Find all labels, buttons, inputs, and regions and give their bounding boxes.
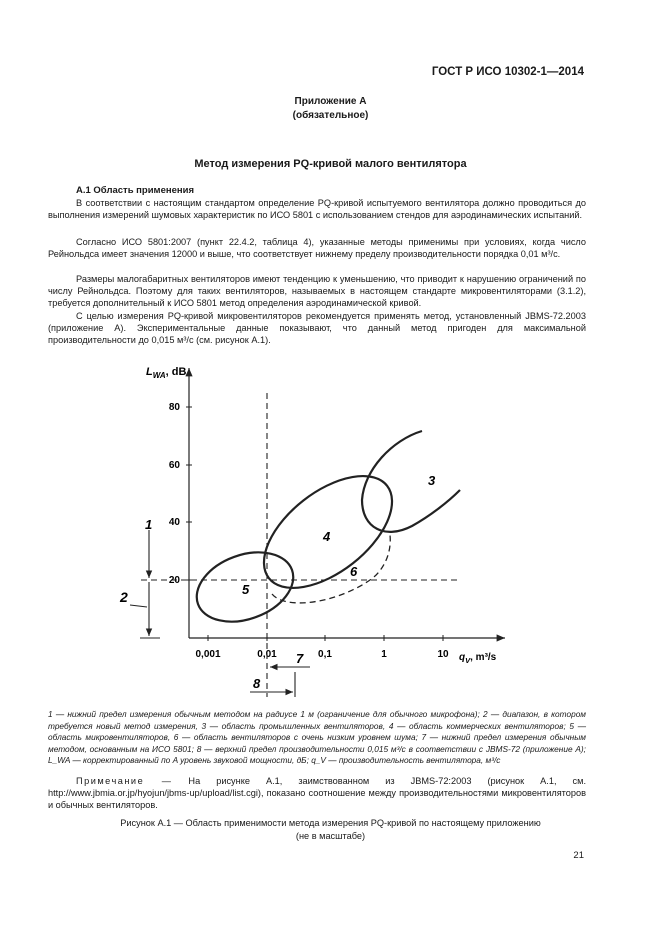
appendix-title: Приложение А: [294, 96, 367, 107]
callout-1-label: 1: [145, 517, 153, 532]
region-5-label: 5: [242, 582, 250, 597]
paragraph-1: [48, 198, 586, 222]
note-label: Примечание —: [76, 776, 173, 786]
figure-legend: 1 — нижний предел измерения обычным методом на радиусе 1 м (ограничение для обычного микрофона); 2 — диапазон, в котором требуется новый метод измерения, 3 — область промышленных вентиляторов, 4 — область коммерческих вентиляторов; 5 — область микровентиляторов, 6 — область вентиляторов с очень низким уровнем шума; 7 — нижний предел измерения обычным методом, основанным на ИСО 5801; 8 — верхний предел производительности 0,015 м³/с в соответствии с JBMS-72 (приложение А); L_WA — корректированный по A уровень звуковой мощности, дБ; q_V — производительность вентилятора, м³/с: [48, 709, 586, 766]
figure-caption-scale: (не в масштабе): [295, 831, 366, 841]
region-3-label: 3: [428, 473, 436, 488]
paragraph-2-text: Согласно ИСО 5801:2007 (пункт 22.4.2, таблица 4), указанные методы применимы при условиях, когда число Рейнольдса имеет значения 12000 и выше, что соответствует нижнему пределу производительности порядка 0,01 м³/с.: [48, 237, 586, 259]
paragraph-4-text: С целью измерения PQ-кривой микровентиляторов рекомендуется применять метод, установленный JBMS-72.2003 (приложение А). Экспериментальные данные показывают, что данный метод пригоден для максимальной производительности до 0,015 м³/с (см. рисунок А.1).: [48, 311, 586, 345]
y-tick-20: 20: [168, 575, 180, 586]
paragraph-1-text: В соответствии с настоящим стандартом определение PQ-кривой испытуемого вентилятора должно проводиться до выполнения измерений шумовых характеристик по ИСО 5801 с использованием стендов для аэродинамических испытаний.: [48, 198, 586, 220]
note-text: На рисунке А.1, заимствованном из JBMS-72:2003 (рисунок А.1, см. http://www.jbmia.or.jp/hyojun/jbms-up/upload/list.cgi), показано соотношение между производительностями микровентиляторов и обычных вентиляторов.: [48, 776, 586, 810]
x-tick-001: 0,01: [257, 649, 277, 660]
figure-a1: [0, 355, 661, 705]
paragraph-3: [48, 274, 586, 309]
paragraph-2: [48, 237, 586, 261]
y-axis-label: $L_{WA}$, dB: [146, 366, 187, 380]
x-tick-01: 0,1: [318, 649, 332, 660]
x-axis-label: $q_V$, m³/s: [459, 652, 497, 665]
x-tick-1: 1: [381, 649, 387, 660]
region-6-label: 6: [350, 564, 358, 579]
callout-2-leader: [130, 605, 147, 607]
section-heading: А.1 Область применения: [76, 185, 195, 196]
figure-caption: Рисунок А.1 — Область применимости метода измерения PQ-кривой по настоящему приложению: [120, 818, 541, 828]
paragraph-3-text: Размеры малогабаритных вентиляторов имеют тенденцию к уменьшению, что приводит к нарушению ограничений по числу Рейнольдса. Поэтому для таких вентиляторов, называемых в настоящем стандарте микровентиляторами (3.1.2), требуется дополнительный к ИСО 5801 метод определения аэродинамической кривой.: [48, 274, 586, 308]
note: [48, 775, 586, 811]
document-title: Метод измерения PQ-кривой малого вентилятора: [194, 158, 467, 170]
y-tick-60: 60: [168, 460, 180, 471]
appendix-status: (обязательное): [292, 110, 369, 121]
paragraph-4: [48, 311, 586, 346]
y-tick-80: 80: [168, 402, 180, 413]
region-4-label: 4: [323, 529, 331, 544]
document-header: ГОСТ Р ИСО 10302-1—2014: [431, 66, 584, 78]
page-number: 21: [573, 850, 584, 861]
x-tick-0001: 0,001: [195, 649, 221, 660]
y-tick-40: 40: [168, 517, 180, 528]
callout-2-label: 2: [120, 589, 128, 605]
x-tick-10: 10: [437, 649, 449, 660]
region-3-curve: [362, 431, 460, 532]
callout-8-label: 8: [253, 676, 261, 691]
callout-7-label: 7: [296, 651, 304, 666]
